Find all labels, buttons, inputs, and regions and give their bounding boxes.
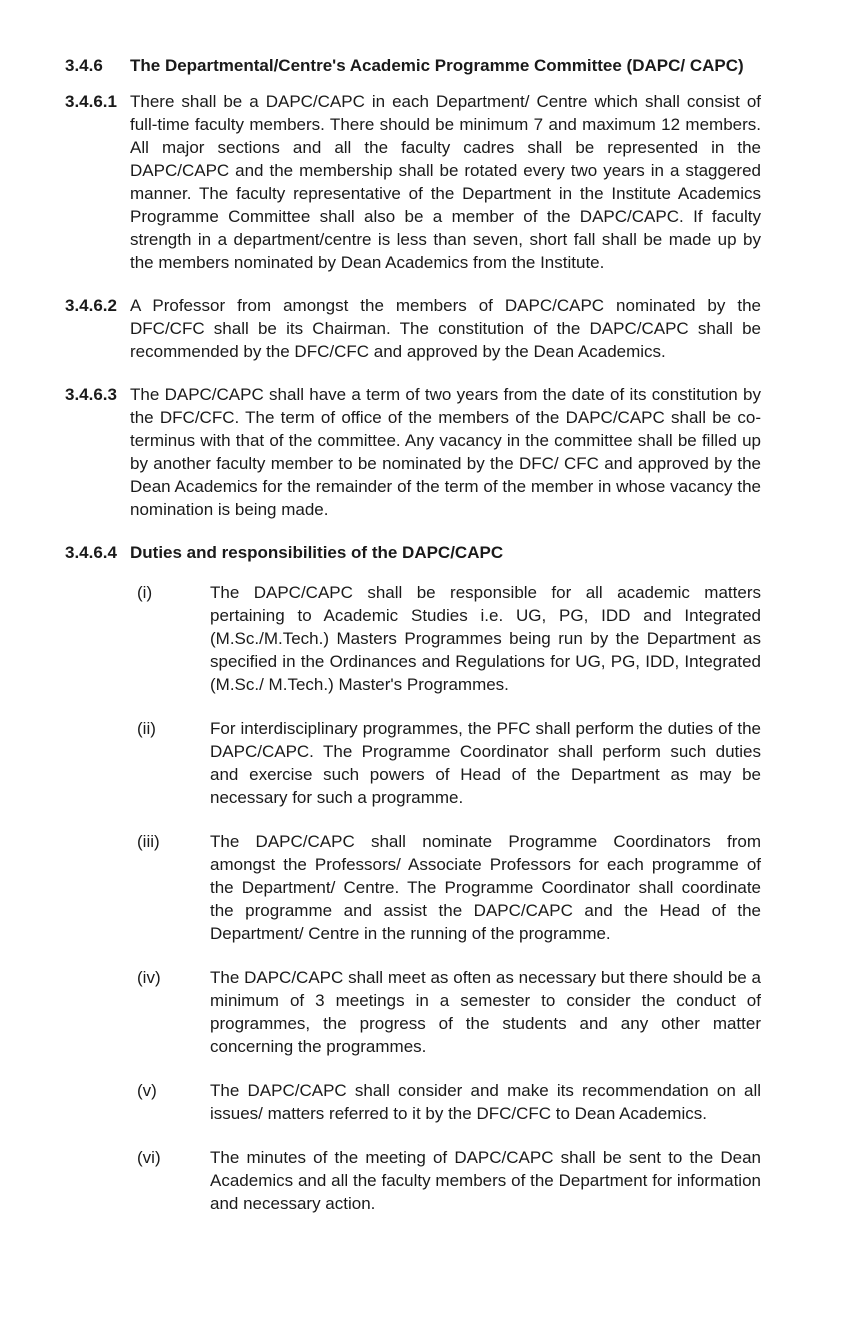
duty-marker: (ii): [137, 719, 156, 738]
subsection-heading: [65, 541, 761, 564]
duty-item-ii: [65, 717, 761, 809]
duty-item-i: [65, 581, 761, 696]
paragraph-text: The DAPC/CAPC shall have a term of two years from the date of its constitution by the DFC/CFC. The term of office of the members of the DAPC/CAPC shall be co-terminus with that of the committee. Any vacancy in the committee shall be filled up by another faculty member to be nominated by the DFC/ CFC and approved by the Dean Academics for the remainder of the term of the member in whose vacancy the nomination is being made.: [130, 385, 761, 519]
duty-text: The DAPC/CAPC shall consider and make its recommendation on all issues/ matters referred to it by the DFC/CFC to Dean Academics.: [210, 1081, 761, 1123]
paragraph-text: A Professor from amongst the members of DAPC/CAPC nominated by the DFC/CFC shall be its Chairman. The constitution of the DAPC/CAPC shall be recommended by the DFC/CFC and approved by the Dean Academics.: [130, 296, 761, 361]
duty-item-iv: [65, 966, 761, 1058]
paragraph-3-4-6-1: [65, 90, 761, 274]
duty-item-vi: [65, 1146, 761, 1215]
paragraph-text: There shall be a DAPC/CAPC in each Department/ Centre which shall consist of full-time faculty members. There should be minimum 7 and maximum 12 members. All major sections and all the faculty cadres shall be represented in the DAPC/CAPC and the membership shall be rotated every two years in a staggered manner. The faculty representative of the Department in the Institute Academics Programme Committee shall also be a member of the DAPC/CAPC. If faculty strength in a department/centre is less than seven, short fall shall be made up by the members nominated by Dean Academics from the Institute.: [130, 92, 761, 272]
duty-text: The minutes of the meeting of DAPC/CAPC shall be sent to the Dean Academics and all the faculty members of the Department for information and necessary action.: [210, 1148, 761, 1213]
duty-marker: (i): [137, 583, 153, 602]
paragraph-number: 3.4.6.2: [65, 296, 117, 315]
subsection-title: Duties and responsibilities of the DAPC/CAPC: [130, 543, 504, 562]
subsection-number: 3.4.6.4: [65, 543, 117, 562]
paragraph-3-4-6-3: [65, 383, 761, 521]
duty-text: The DAPC/CAPC shall nominate Programme Coordinators from amongst the Professors/ Associate Professors for each programme of the Department/ Centre. The Programme Coordinator shall coordinate the programme and assist the DAPC/CAPC and the Head of the Department/ Centre in the running of the programme.: [210, 832, 761, 943]
duty-marker: (v): [137, 1081, 157, 1100]
duty-marker: (iv): [137, 968, 161, 987]
duty-marker: (iii): [137, 832, 160, 851]
duty-item-v: [65, 1079, 761, 1125]
section-heading: [65, 54, 761, 77]
duty-text: The DAPC/CAPC shall be responsible for all academic matters pertaining to Academic Studies i.e. UG, PG, IDD and Integrated (M.Sc./M.Tech.) Masters Programmes being run by the Department as specified in the Ordinances and Regulations for UG, PG, IDD, Integrated (M.Sc./ M.Tech.) Master's Programmes.: [210, 583, 761, 694]
duty-text: The DAPC/CAPC shall meet as often as necessary but there should be a minimum of 3 meetings in a semester to consider the conduct of programmes, the progress of the students and any other matter concerning the programmes.: [210, 968, 761, 1056]
duty-item-iii: [65, 830, 761, 945]
paragraph-number: 3.4.6.3: [65, 385, 117, 404]
document-body: [65, 54, 761, 1236]
section-title: The Departmental/Centre's Academic Programme Committee (DAPC/ CAPC): [130, 56, 744, 75]
paragraph-number: 3.4.6.1: [65, 92, 117, 111]
section-number: 3.4.6: [65, 56, 103, 75]
duty-text: For interdisciplinary programmes, the PFC shall perform the duties of the DAPC/CAPC. The Programme Coordinator shall perform such duties and exercise such powers of Head of the Department as may be necessary for such a programme.: [210, 719, 761, 807]
duty-marker: (vi): [137, 1148, 161, 1167]
paragraph-3-4-6-2: [65, 294, 761, 363]
